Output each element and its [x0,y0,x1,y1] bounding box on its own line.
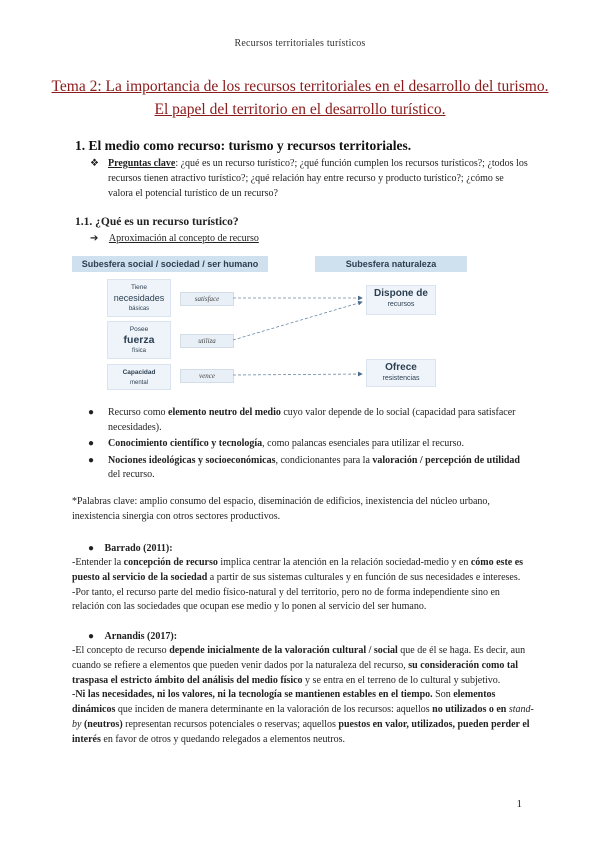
strength-box: Posee fuerza física [107,321,171,359]
arnandis-paragraph-2: -Ni las necesidades, ni los valores, ni la tecnología se mantienen estables en el tiempo. Son elementos dinámicos que inciden de manera determinante en la valoración de los recursos: aquellos no utilizados o en stand-by (neutros) representan recursos potenciales o reservas; aquellos puestos en valor, utilizados, pueden perder el interés en favor de otros y quedando relegados a elementos neutros. [72,689,534,745]
arrow-vence [233,374,362,375]
section-1-heading: 1. El medio como recurso: turismo y recursos territoriales. [75,138,412,153]
verb-utiliza: utiliza [180,334,234,348]
barrado-paragraph-1: -Entender la concepción de recurso implica centrar la atención en la relación sociedad-medio y en cómo este es puesto al servicio de la sociedad a partir de sus sistemas culturales y en función de sus necesidades e intereses. [72,557,524,583]
resistances-box: Ofrece resistencias [366,359,436,387]
page-number: 1 [516,798,522,810]
resources-box: Dispone de recursos [366,285,436,315]
verb-satisface: satisface [180,292,234,306]
arnandis-label: ● Arnandis (2017): [88,631,178,642]
approximation-item [90,233,259,244]
bullet-knowledge-technology: ● Conocimiento científico y tecnología, como palancas esenciales para utilizar el recurso. [88,438,464,449]
arrow-utiliza [233,302,362,340]
diamond-bullet-icon: ❖ [90,158,99,169]
key-questions-paragraph [90,156,530,201]
barrado-label: ● Barrado (2011): [88,543,173,554]
bullet-ideological-notions: ● Nociones ideológicas y socioeconómicas, condicionantes para la valoración / percepción de utilidad del recurso. [88,454,520,480]
social-subsphere-band: Subesfera social / sociedad / ser humano [72,256,268,272]
nature-subsphere-band: Subesfera naturaleza [315,256,467,272]
arrow-bullet-icon: ➔ [90,233,99,244]
key-questions-label: Preguntas clave [108,158,176,169]
resource-concept-diagram [72,252,492,392]
arnandis-text [72,644,534,748]
document-title-line-1: Tema 2: La importancia de los recursos territoriales en el desarrollo del turismo. [51,78,549,95]
needs-box: Tiene necesidades básicas [107,279,171,317]
arnandis-paragraph-1: -El concepto de recurso depende inicialmente de la valoración cultural / social que de él se haga. Es decir, aun cuando se refiere a elementos que pueden venir dados por la naturaleza del recurso, su consideración como tal traspasa el estricto ámbito del análisis del medio físico y se entra en el terreno de lo cultural y subjetivo. [72,645,526,686]
barrado-paragraph-2: -Por tanto, el recurso parte del medio físico-natural y del territorio, pero no de forma independiente sino en relación con las sociedades que ocupan ese medio y lo ponen al servicio del ser humano. [72,586,500,613]
diagram-arrows [72,252,492,392]
resource-bullets [88,406,528,483]
verb-vence: vence [180,369,234,383]
section-1-1-heading: 1.1. ¿Qué es un recurso turístico? [75,216,239,228]
approximation-label: Aproximación al concepto de recurso [108,233,259,244]
key-questions-text: : ¿qué es un recurso turístico?; ¿qué función cumplen los recursos turísticos?; ¿todos los recursos tienen atractivo turístico?; ¿qué relación hay entre recurso y producto turístico?; ¿cómo se valora el potencial turístico de un recurso? [108,158,528,199]
mental-capacity-box: Capacidad mental [107,364,171,390]
barrado-text [72,556,534,615]
document-title-line-2: El papel del territorio en el desarrollo turístico. [154,101,446,118]
running-header: Recursos territoriales turísticos [234,38,366,49]
bullet-neutral-element: ● Recurso como elemento neutro del medio cuyo valor depende de lo social (capacidad para satisfacer necesidades). [88,407,516,433]
keywords-paragraph: *Palabras clave: amplio consumo del espacio, diseminación de edificios, inexistencia del núcleo urbano, inexistencia sinergia con otros sectores productivos. [72,496,490,522]
